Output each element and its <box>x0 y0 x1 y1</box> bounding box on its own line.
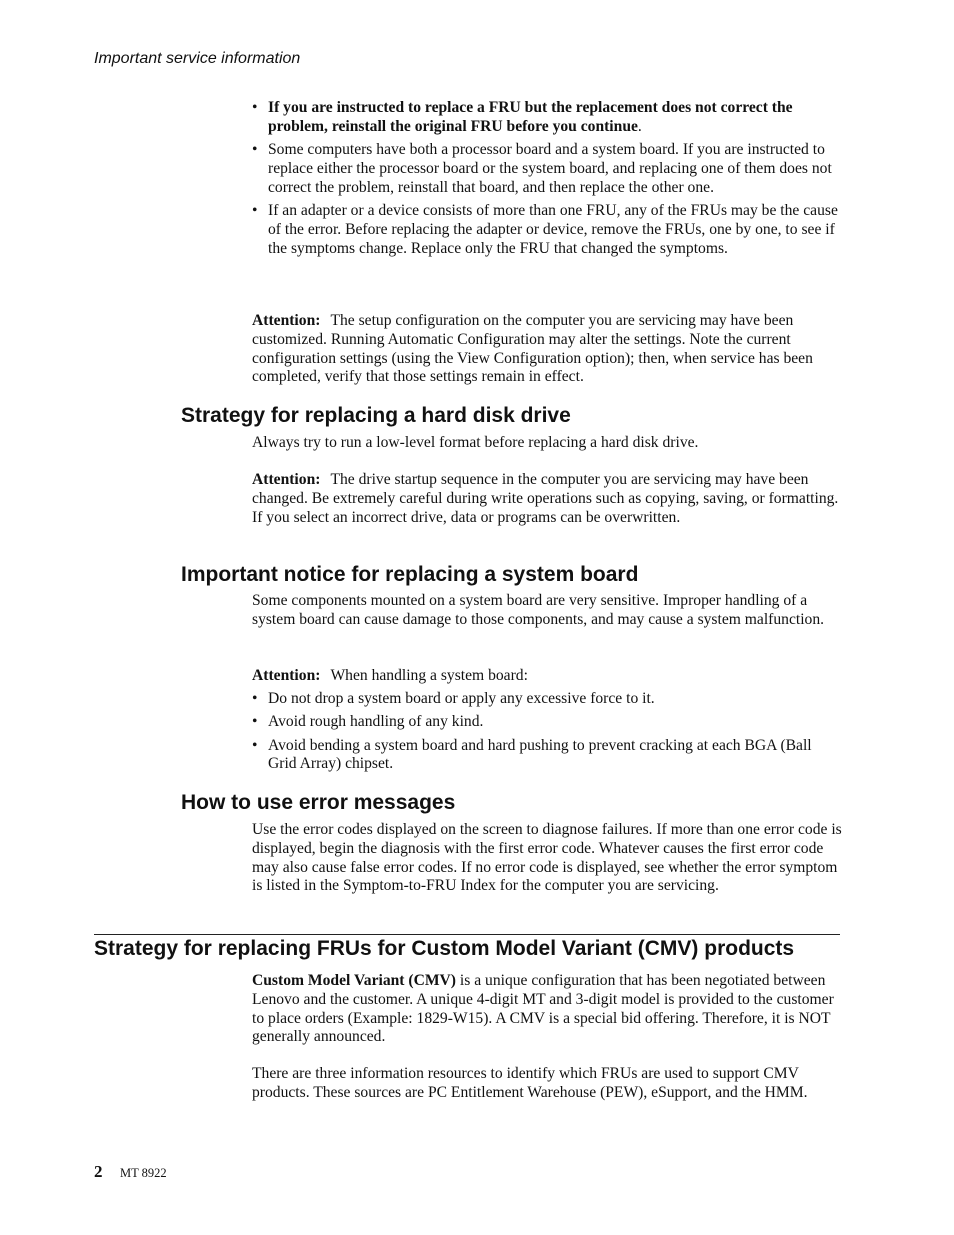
bullet-bold-text: If you are instructed to replace a FRU but the replacement does not correct the problem, reinstall the original FRU before you continue <box>268 99 793 135</box>
section-divider <box>94 934 840 935</box>
section-title-cmv: Strategy for replacing FRUs for Custom Model Variant (CMV) products <box>94 937 795 960</box>
section-title-hdd: Strategy for replacing a hard disk drive <box>181 404 571 427</box>
attention-text: The drive startup sequence in the computer you are servicing may have been changed. Be extremely careful during write operations such as copying, saving, or formatting. If you select an incorrect drive, data or programs can be overwritten. <box>252 471 839 526</box>
list-item <box>252 690 842 709</box>
attention-text: When handling a system board: <box>330 667 528 684</box>
list-item <box>252 737 842 775</box>
bullet-text: . <box>637 117 642 135</box>
bullet-text: If an adapter or a device consists of more than one FRU, any of the FRUs may be the cause of the error. Before replacing the adapter or device, remove the FRUs, one by one, to see if the symptoms change. Replace only the FRU that changed the symptoms. <box>268 201 838 257</box>
intro-bullet-list <box>252 99 842 263</box>
list-item <box>252 99 842 137</box>
cmv-term: Custom Model Variant (CMV) <box>252 972 457 989</box>
system-board-paragraph: Some components mounted on a system board are very sensitive. Improper handling of a system board can cause damage to those components, and may cause a system malfunction. <box>252 592 825 628</box>
attention-label: Attention: <box>252 667 321 684</box>
list-item <box>252 202 842 258</box>
section-title-system-board: Important notice for replacing a system board <box>181 563 639 586</box>
bullet-icon: • <box>252 713 258 731</box>
bullet-text: Avoid rough handling of any kind. <box>268 713 484 731</box>
system-board-bullet-list <box>252 690 842 779</box>
running-header: Important service information <box>94 50 301 67</box>
hdd-attention-note <box>252 471 842 527</box>
list-item <box>252 141 842 197</box>
cmv-definition: is a unique configuration that has been negotiated between Lenovo and the customer. A unique 4-digit MT and 3-digit model is provided to the customer to place orders (Example: 1829-W15). A CMV is a special bid offering. Therefore, it is NOT generally announced. <box>252 972 834 1046</box>
attention-label: Attention: <box>252 312 321 329</box>
bullet-icon: • <box>252 141 258 159</box>
bullet-text: Avoid bending a system board and hard pushing to prevent cracking at each BGA (Ball Grid Array) chipset. <box>268 736 812 773</box>
bullet-icon: • <box>252 690 258 707</box>
list-item <box>252 713 842 732</box>
hdd-paragraph: Always try to run a low-level format before replacing a hard disk drive. <box>252 434 699 451</box>
error-messages-paragraph: Use the error codes displayed on the screen to diagnose failures. If more than one error code is displayed, begin the diagnosis with the first error code. Whatever causes the first error code may also cause false error codes. If no error code is displayed, see whether the error symptom is listed in the Symptom-to-FRU Index for the computer you are servicing. <box>252 821 842 895</box>
bullet-text: Some computers have both a processor board and a system board. If you are instructed to replace either the processor board or the system board, and replacing one of them does not correct the problem, reinstall that board, and then replace the other one. <box>268 141 832 196</box>
bullet-text: Do not drop a system board or apply any excessive force to it. <box>268 690 655 707</box>
page-number: 2 <box>94 1162 103 1181</box>
system-board-attention-note <box>252 667 842 686</box>
attention-note <box>252 312 842 387</box>
attention-text: The setup configuration on the computer you are servicing may have been customized. Running Automatic Configuration may alter the settings. Note the current configuration settings (using the View Configuration option); then, when service has been completed, verify that those settings remain in effect. <box>252 312 813 386</box>
bullet-icon: • <box>252 99 258 116</box>
attention-label: Attention: <box>252 471 321 488</box>
section-title-error-messages: How to use error messages <box>181 791 456 814</box>
cmv-paragraph-1 <box>252 972 842 1047</box>
bullet-icon: • <box>252 201 258 219</box>
bullet-icon: • <box>252 736 258 754</box>
machine-type: MT 8922 <box>120 1166 167 1180</box>
cmv-paragraph-2: There are three information resources to identify which FRUs are used to support CMV products. These sources are PC Entitlement Warehouse (PEW), eSupport, and the HMM. <box>252 1065 808 1101</box>
